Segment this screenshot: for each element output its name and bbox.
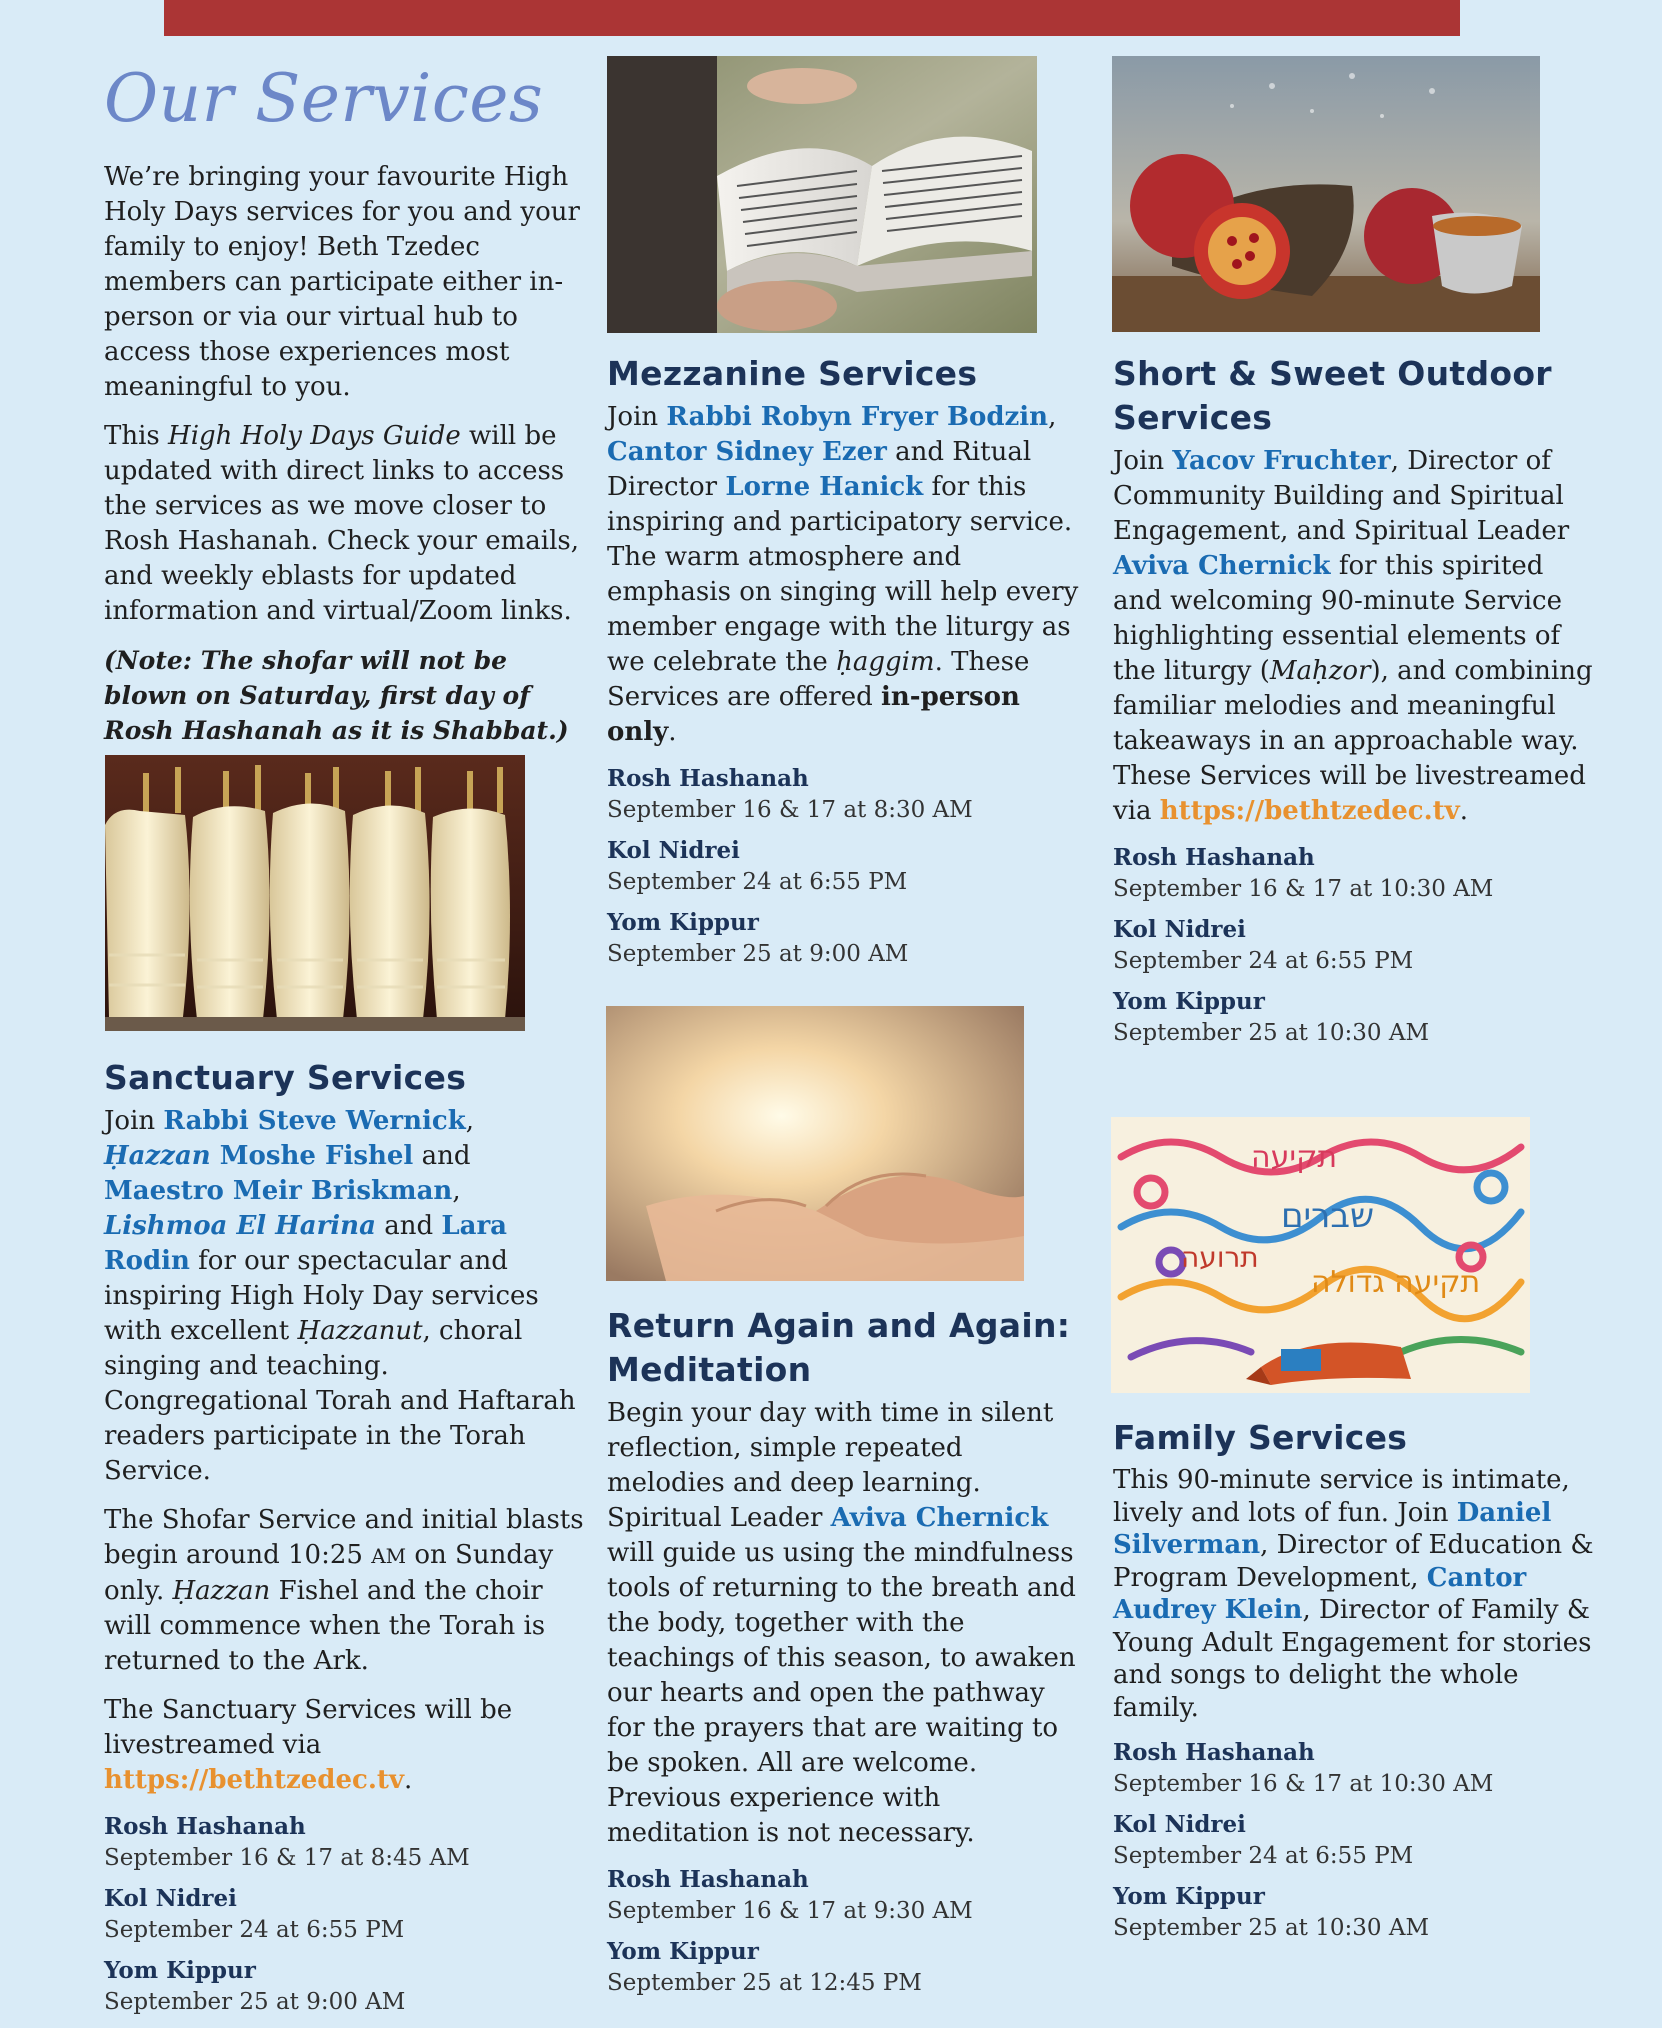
schedule-item: Kol Nidrei September 24 at 6:55 PM xyxy=(1113,916,1414,974)
schedule-item: Kol Nidrei September 24 at 6:55 PM xyxy=(104,1885,405,1943)
open-hands-image xyxy=(606,1006,1024,1281)
schedule-item: Rosh Hashanah September 16 & 17 at 9:30 AM xyxy=(607,1866,973,1924)
meditation-description: Begin your day with time in silent reflection, simple repeated melodies and deep learning. Spiritual Leader Aviva Chernick will guide us using the mindfulness tools of returning to the breath and the body, together with the teachings of this season, to awaken our hearts and open the pathway for the prayers that are waiting to be spoken. All are welcome. Previous experience with meditation is not necessary. xyxy=(607,1398,1076,1848)
schedule-item: Rosh Hashanah September 16 & 17 at 8:30 AM xyxy=(607,765,973,823)
intro-paragraph: We’re bringing your favourite High Holy Days services for you and your family to enjoy! Beth Tzedec members can participate either in-person or via our virtual hub to access those experiences most meaningful to you. xyxy=(104,162,580,402)
mezzanine-description: Join Rabbi Robyn Fryer Bodzin, Cantor Sidney Ezer and Ritual Director Lorne Hanick for this inspiring and participatory service. The warm atmosphere and emphasis on singing will help every member engage with the liturgy as we celebrate the ḥaggim. These Services are offered in-person only. xyxy=(607,402,1079,747)
person-link[interactable]: Cantor Audrey Klein xyxy=(1113,1562,1527,1625)
shofar-word: תקיעה גדולה xyxy=(1311,1265,1481,1300)
livestream-link[interactable]: https://bethtzedec.tv xyxy=(1159,796,1460,826)
schedule-item: Kol Nidrei September 24 at 6:55 PM xyxy=(1113,1811,1414,1869)
person-link[interactable]: Daniel Silverman xyxy=(1113,1497,1552,1560)
shofar-note: (Note: The shofar will not be blown on Saturday, first day of Rosh Hashanah as it is Shabbat.) xyxy=(104,646,569,745)
person-link[interactable]: Cantor Sidney Ezer xyxy=(607,437,887,467)
choir-link[interactable]: Lishmoa El Harina xyxy=(104,1211,376,1241)
meditation-title: Return Again and Again: Meditation xyxy=(607,1306,1071,1389)
person-link[interactable]: Lorne Hanick xyxy=(725,472,924,502)
person-link[interactable]: Aviva Chernick xyxy=(830,1503,1049,1533)
person-link[interactable]: Aviva Chernick xyxy=(1113,551,1331,581)
person-link[interactable]: Moshe Fishel xyxy=(210,1141,414,1171)
schedule-item: Yom Kippur September 25 at 10:30 AM xyxy=(1113,1883,1429,1941)
page-title: Our Services xyxy=(104,60,544,137)
outdoor-section xyxy=(1113,352,1597,1059)
person-link[interactable]: Rabbi Steve Wernick xyxy=(163,1106,466,1136)
family-title: Family Services xyxy=(1113,1418,1408,1457)
schedule-item: Yom Kippur September 25 at 10:30 AM xyxy=(1113,988,1429,1046)
mezzanine-section xyxy=(607,352,1083,980)
top-accent-bar xyxy=(164,0,1460,36)
torah-scrolls-image xyxy=(105,755,525,1031)
schedule-item: Rosh Hashanah September 16 & 17 at 10:30 AM xyxy=(1113,844,1494,902)
outdoor-description: Join Yacov Fruchter, Director of Community Building and Spiritual Engagement, and Spiritual Leader Aviva Chernick for this spirited and welcoming 90-minute Service highlighting essential elements of the liturgy (Maḥzor), and combining familiar melodies and meaningful takeaways in an approachable way. These Services will be livestreamed via https://bethtzedec.tv. xyxy=(1113,446,1593,826)
livestream-link[interactable]: https://bethtzedec.tv xyxy=(104,1765,405,1795)
outdoor-title: Short & Sweet Outdoor Services xyxy=(1113,354,1552,437)
shofar-art-image xyxy=(1111,1117,1530,1393)
sanctuary-section xyxy=(104,1056,584,2028)
person-link[interactable]: Ḥazzan xyxy=(104,1141,211,1171)
schedule-item: Rosh Hashanah September 16 & 17 at 8:45 AM xyxy=(104,1813,470,1871)
family-section xyxy=(1113,1416,1597,1954)
meditation-section xyxy=(607,1304,1083,2009)
shofar-word: תרועה xyxy=(1181,1241,1259,1274)
schedule-item: Yom Kippur September 25 at 9:00 AM xyxy=(607,909,909,967)
sanctuary-title: Sanctuary Services xyxy=(104,1058,467,1097)
person-link[interactable]: Yacov Fruchter xyxy=(1172,446,1391,476)
schedule-item: Rosh Hashanah September 16 & 17 at 10:30 AM xyxy=(1113,1739,1494,1797)
person-link[interactable]: Lara Rodin xyxy=(104,1211,508,1276)
guide-name: High Holy Days Guide xyxy=(168,421,461,451)
person-link[interactable]: Rabbi Robyn Fryer Bodzin xyxy=(666,402,1049,432)
schedule-item: Yom Kippur September 25 at 12:45 PM xyxy=(607,1938,922,1996)
family-description: This 90-minute service is intimate, lively and lots of fun. Join Daniel Silverman, Director of Education & Program Development, Cantor Audrey Klein, Director of Family & Young Adult Engagement for stories and songs to delight the whole family. xyxy=(1113,1465,1594,1723)
mezzanine-title: Mezzanine Services xyxy=(607,354,978,393)
prayer-book-image xyxy=(607,56,1037,333)
pomegranate-shofar-image xyxy=(1112,56,1540,332)
shofar-service-paragraph: The Shofar Service and initial blasts begin around 10:25 AM on Sunday only. Ḥazzan Fishel and the choir will commence when the Torah is returned to the Ark. xyxy=(104,1505,584,1676)
livestream-paragraph: The Sanctuary Services will be livestreamed via https://bethtzedec.tv. xyxy=(104,1695,513,1795)
schedule-item: Yom Kippur September 25 at 9:00 AM xyxy=(104,1957,406,2015)
intro-guide-paragraph: This High Holy Days Guide will be updated with direct links to access the services as we move closer to Rosh Hashanah. Check your emails, and weekly eblasts for updated information and virtual/Zoom links. xyxy=(104,421,580,626)
shofar-word: שברים xyxy=(1281,1196,1375,1236)
schedule-item: Kol Nidrei September 24 at 6:55 PM xyxy=(607,837,908,895)
person-link[interactable]: Maestro Meir Briskman xyxy=(104,1176,453,1206)
sanctuary-description: Join Rabbi Steve Wernick, Ḥazzan Moshe Fishel and Maestro Meir Briskman, Lishmoa El Harina and Lara Rodin for our spectacular and inspiring High Holy Day services with excellent Ḥazzanut, choral singing and teaching. Congregational Torah and Haftarah readers participate in the Torah Service. xyxy=(104,1106,576,1486)
shofar-word: תקיעה xyxy=(1251,1140,1338,1175)
intro-section xyxy=(104,160,584,762)
